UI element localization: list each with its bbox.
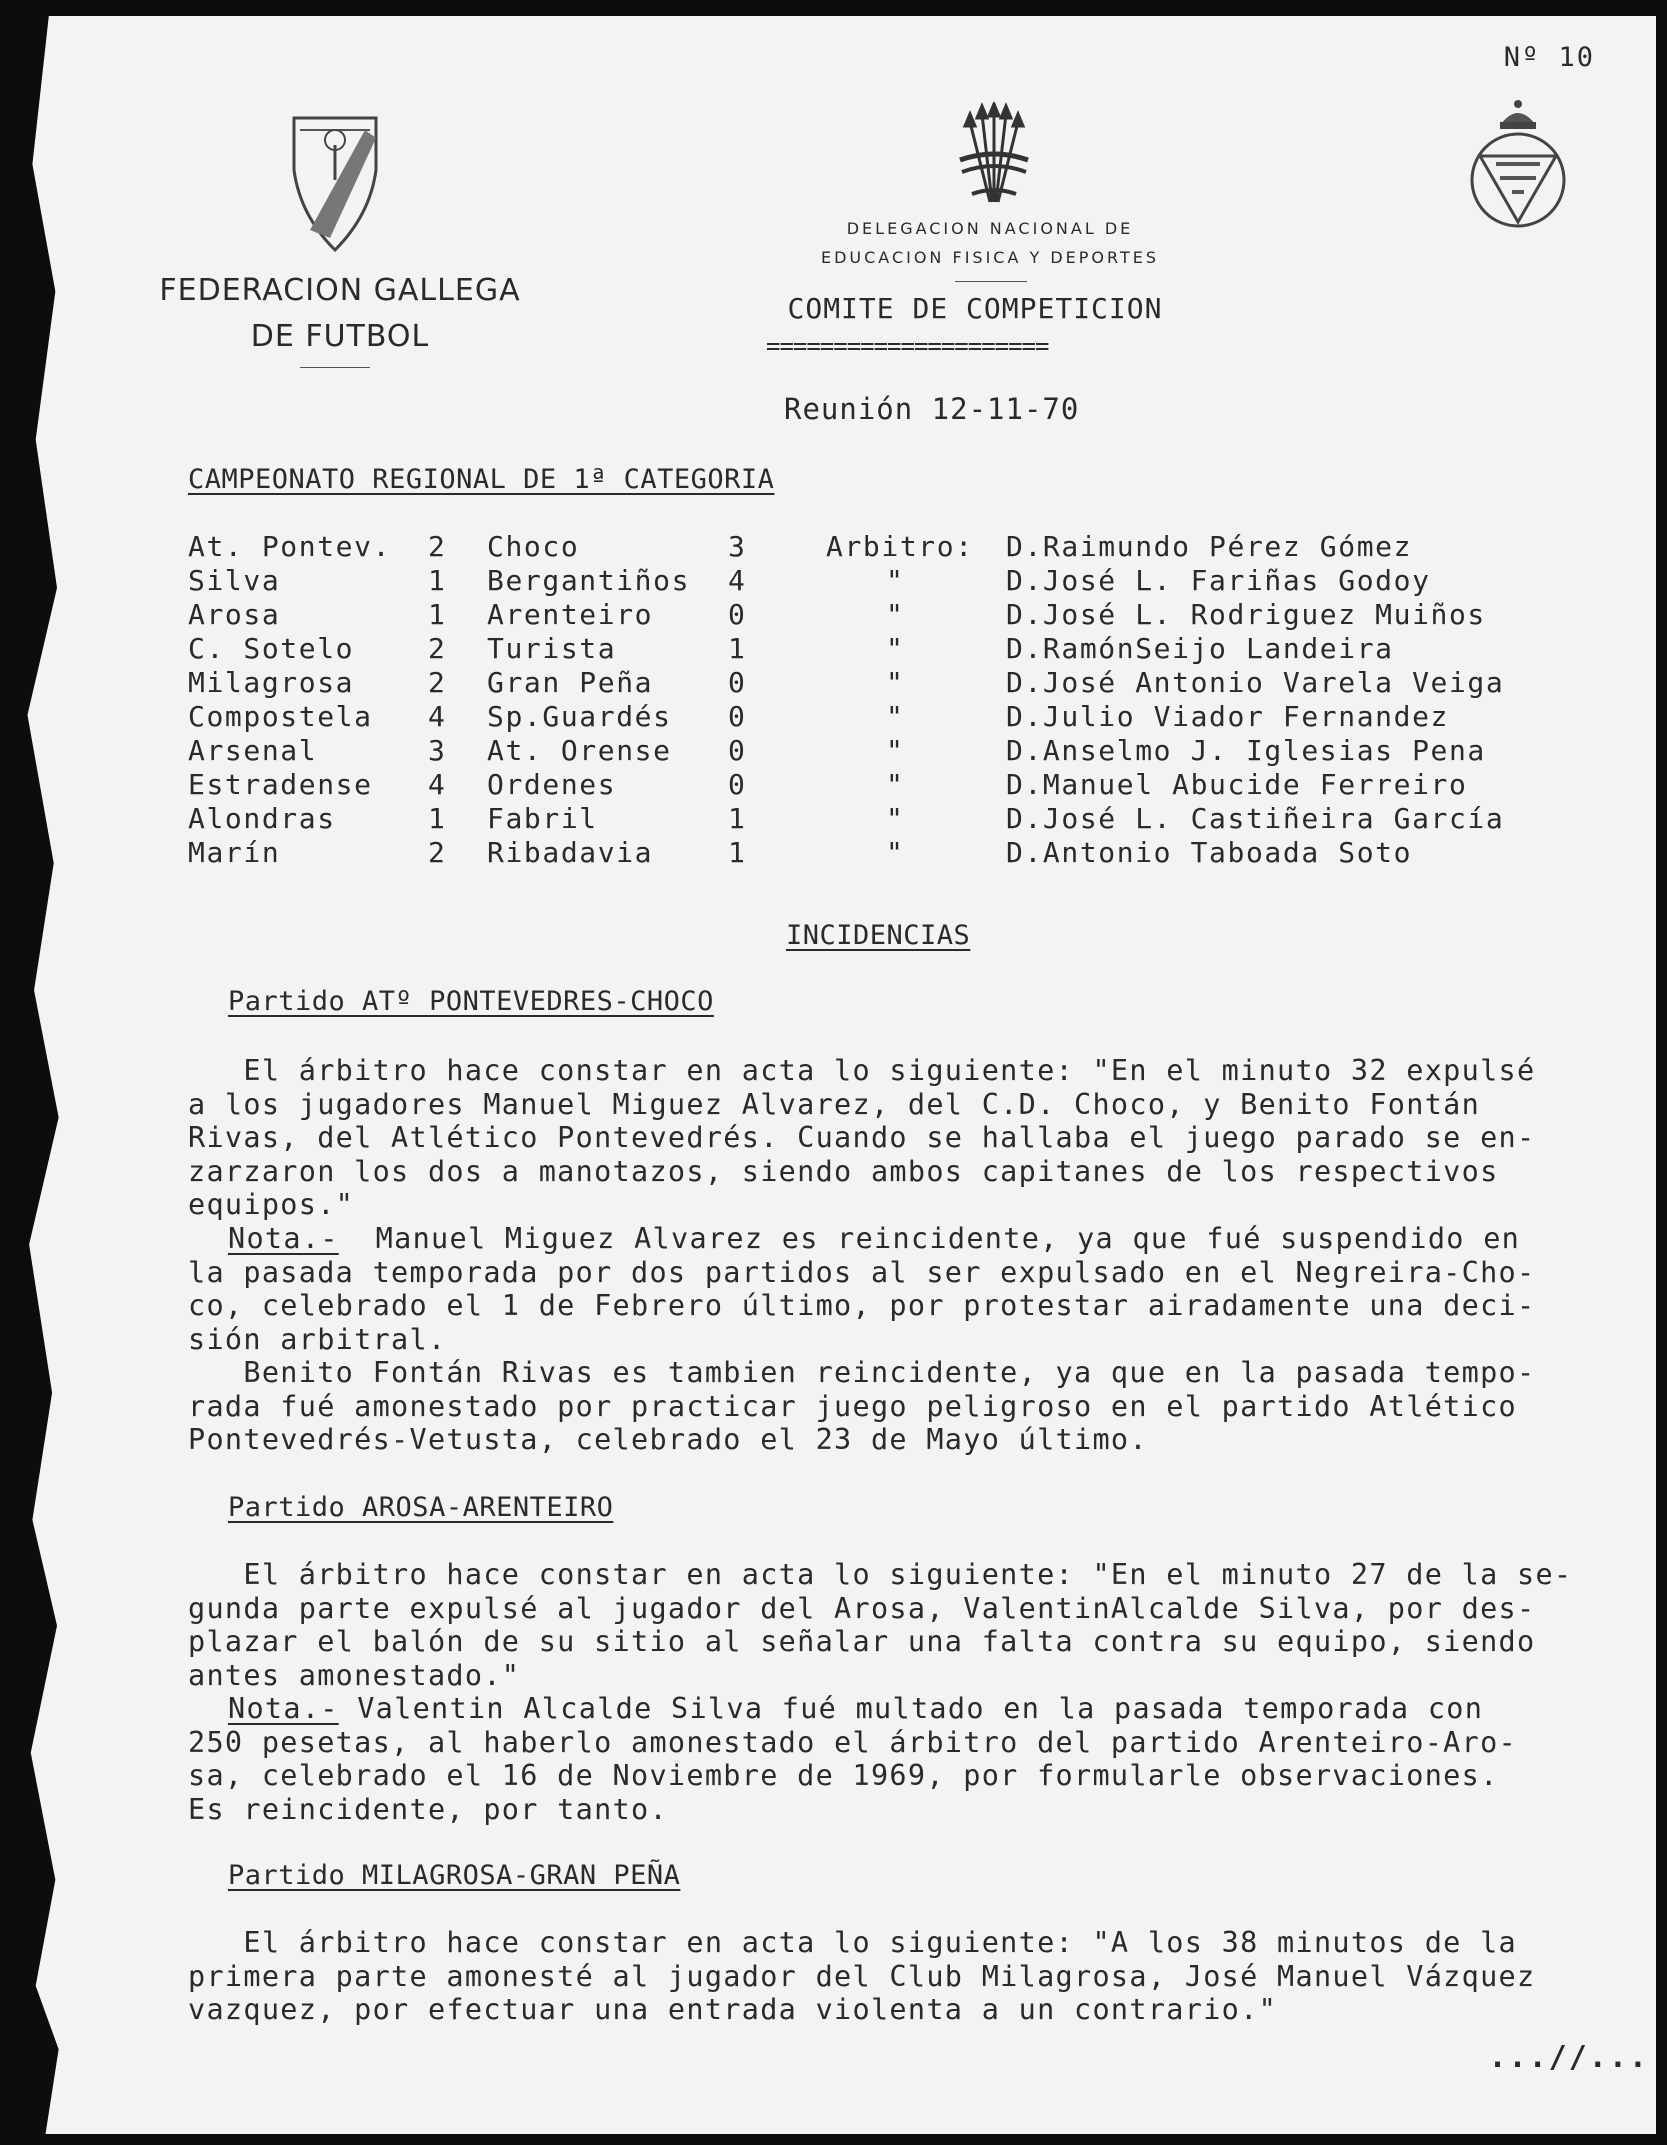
incident-report — [188, 1926, 1648, 2027]
home-goals: 4 — [428, 700, 447, 733]
divider — [300, 367, 370, 368]
home-goals: 4 — [428, 768, 447, 801]
ditto-mark: " — [886, 836, 905, 869]
continuation-mark: ...//... — [1488, 2040, 1649, 2075]
referee-name: D.Anselmo J. Iglesias Pena — [1006, 734, 1486, 767]
home-team: Arosa — [188, 598, 281, 631]
ditto-mark: " — [886, 768, 905, 801]
report-text: El árbitro hace constar en acta lo siguiente: "A los 38 minutos de la primera parte amonesté al jugador del Club Milagrosa, José Manuel Vázquez vazquez, por efectuar una entrada violenta a un contrario." — [188, 1926, 1536, 2026]
referee-name: D.Raimundo Pérez Gómez — [1006, 530, 1413, 563]
home-goals: 2 — [428, 666, 447, 699]
away-goals: 0 — [728, 768, 747, 801]
spanish-federation-crest-icon — [1466, 94, 1570, 234]
referee-name: D.José L. Fariñas Godoy — [1006, 564, 1431, 597]
arrows-emblem — [952, 102, 1036, 212]
away-goals: 0 — [728, 700, 747, 733]
away-team: Choco — [487, 530, 580, 563]
federation-name-line1: FEDERACION GALLEGA — [159, 273, 521, 308]
away-goals: 1 — [728, 802, 747, 835]
home-team: Estradense — [188, 768, 373, 801]
away-team: Ribadavia — [487, 836, 654, 869]
referee-name: D.Manuel Abucide Ferreiro — [1006, 768, 1468, 801]
home-goals: 1 — [428, 564, 447, 597]
ditto-mark: " — [886, 564, 905, 597]
home-goals: 1 — [428, 802, 447, 835]
referee-name: D.Julio Viador Fernandez — [1006, 700, 1449, 733]
referee-name: D.José L. Castiñeira García — [1006, 802, 1505, 835]
meeting-date: Reunión 12-11-70 — [784, 392, 1080, 426]
away-goals: 4 — [728, 564, 747, 597]
note-text: Manuel Miguez Alvarez es reincidente, ya que fué suspendido en la pasada temporada por dos partidos al ser expulsado en el Negreira-Cho- co, celebrado el 1 de Febrero último, por protestar airadamente una deci- sión arbitral. — [188, 1222, 1536, 1356]
committee-title: COMITE DE COMPETICION — [787, 292, 1163, 325]
home-goals: 2 — [428, 836, 447, 869]
home-team: Marín — [188, 836, 281, 869]
incident-note — [188, 1692, 1648, 1826]
federation-name — [100, 268, 580, 360]
match-heading: Partido ATº PONTEVEDRES-CHOCO — [228, 986, 714, 1017]
away-team: Fabril — [487, 802, 598, 835]
away-team: Turista — [487, 632, 617, 665]
federation-name-line2: DE FUTBOL — [250, 319, 430, 354]
document-number: Nº 10 — [1503, 42, 1595, 73]
note-text: Valentin Alcalde Silva fué multado en la pasada temporada con 250 pesetas, al haberlo amonestado el árbitro del partido Arenteiro-Aro- sa, celebrado el 16 de Noviembre de 1969, por formularle observaciones. Es reincidente, por tanto. — [188, 1692, 1518, 1826]
away-goals: 0 — [728, 666, 747, 699]
ditto-mark: " — [886, 734, 905, 767]
incident-report — [188, 1558, 1648, 1692]
double-rule: ===================== — [766, 332, 1049, 360]
referee-name: D.Antonio Taboada Soto — [1006, 836, 1413, 869]
away-goals: 1 — [728, 836, 747, 869]
away-goals: 0 — [728, 598, 747, 631]
away-goals: 0 — [728, 734, 747, 767]
referee-name: D.José L. Rodriguez Muiños — [1006, 598, 1486, 631]
home-team: At. Pontev. — [188, 530, 392, 563]
note-label: Nota.- — [228, 1222, 339, 1255]
ditto-mark: " — [886, 802, 905, 835]
home-team: Compostela — [188, 700, 373, 733]
referee-name: D.RamónSeijo Landeira — [1006, 632, 1394, 665]
referee-name: D.José Antonio Varela Veiga — [1006, 666, 1505, 699]
divider — [955, 281, 1027, 282]
away-team: At. Orense — [487, 734, 672, 767]
ditto-mark: " — [886, 632, 905, 665]
federation-shield-emblem — [290, 110, 380, 255]
note-extra-text: Benito Fontán Rivas es tambien reincidente, ya que en la pasada tempo- rada fué amonestado por practicar juego peligroso en el partido Atlético Pontevedrés-Vetusta, celebrado el 23 de Mayo último. — [188, 1356, 1536, 1456]
home-goals: 3 — [428, 734, 447, 767]
home-team: Alondras — [188, 802, 336, 835]
incident-note — [188, 1222, 1648, 1356]
delegation-line1: DELEGACION NACIONAL DE — [846, 219, 1134, 238]
home-goals: 2 — [428, 530, 447, 563]
home-team: Silva — [188, 564, 281, 597]
home-goals: 1 — [428, 598, 447, 631]
home-team: Arsenal — [188, 734, 318, 767]
championship-heading: CAMPEONATO REGIONAL DE 1ª CATEGORIA — [188, 464, 775, 495]
away-team: Arenteiro — [487, 598, 654, 631]
match-heading: Partido MILAGROSA-GRAN PEÑA — [228, 1860, 681, 1891]
note-label: Nota.- — [228, 1692, 339, 1725]
home-goals: 2 — [428, 632, 447, 665]
delegation-name — [760, 214, 1220, 272]
away-team: Sp.Guardés — [487, 700, 672, 733]
home-team: C. Sotelo — [188, 632, 355, 665]
away-goals: 1 — [728, 632, 747, 665]
report-text: El árbitro hace constar en acta lo siguiente: "En el minuto 27 de la se- gunda parte expulsé al jugador del Arosa, ValentinAlcalde Silva, por des- plazar el balón de su sitio al señalar una falta contra su equipo, siendo antes amonestado." — [188, 1558, 1573, 1692]
incident-report — [188, 1054, 1648, 1222]
home-team: Milagrosa — [188, 666, 355, 699]
ditto-mark: " — [886, 598, 905, 631]
incidents-heading: INCIDENCIAS — [786, 920, 971, 951]
referee-label: Arbitro: — [826, 530, 974, 563]
incident-note-extra — [188, 1356, 1648, 1457]
away-goals: 3 — [728, 530, 747, 563]
away-team: Gran Peña — [487, 666, 654, 699]
ditto-mark: " — [886, 700, 905, 733]
match-heading: Partido AROSA-ARENTEIRO — [228, 1492, 614, 1523]
report-text: El árbitro hace constar en acta lo siguiente: "En el minuto 32 expulsé a los jugadores Manuel Miguez Alvarez, del C.D. Choco, y Benito Fontán Rivas, del Atlético Pontevedrés. Cuando se hallaba el juego parado se en- zarzaron los dos a manotazos, siendo ambos capitanes de los respectivos equipos." — [188, 1054, 1536, 1221]
away-team: Bergantiños — [487, 564, 691, 597]
ditto-mark: " — [886, 666, 905, 699]
delegation-line2: EDUCACION FISICA Y DEPORTES — [820, 248, 1160, 267]
away-team: Ordenes — [487, 768, 617, 801]
